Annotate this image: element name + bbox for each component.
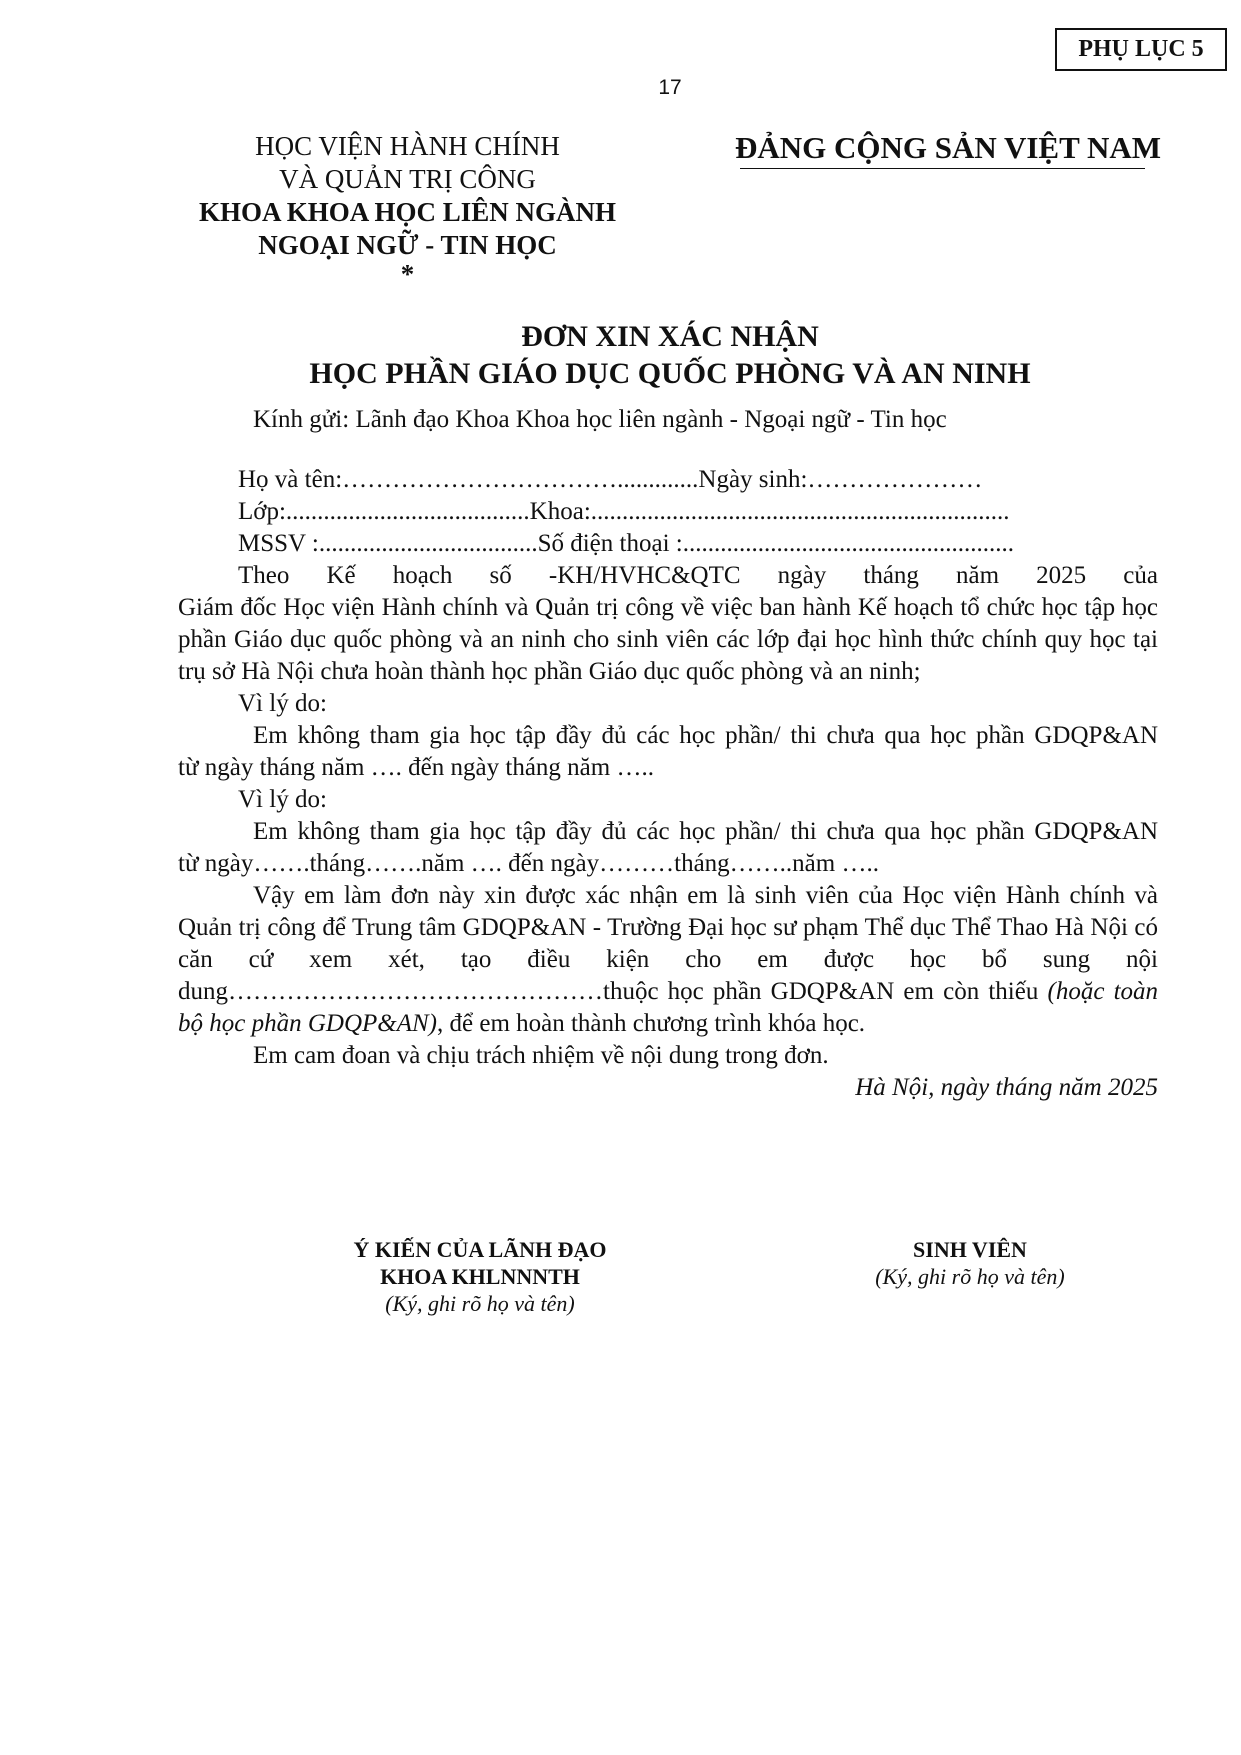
title-line-2: HỌC PHẦN GIÁO DỤC QUỐC PHÒNG VÀ AN NINH <box>309 357 1031 390</box>
request-paragraph <box>178 880 1158 1040</box>
org-star: * <box>400 259 415 289</box>
title-line-1: ĐƠN XIN XÁC NHẬN <box>521 320 819 353</box>
org-line-4: NGOẠI NGỮ - TIN HỌC <box>258 230 557 260</box>
request-main: Vậy em làm đơn này xin được xác nhận em là sinh viên của Học viện Hành chính và Quản trị công để Trung tâm GDQP&AN - Trường Đại học sư phạm Thể dục Thể Thao Hà Nội có căn cứ xem xét, tạo điều kiện cho em được học bổ sung nội dung………………………………………thuộc học phần GDQP&AN em còn thiếu <box>178 882 1158 1005</box>
addressee: Kính gửi: Lãnh đạo Khoa Khoa học liên ngành - Ngoại ngữ - Tin học <box>253 406 947 433</box>
appendix-label: PHỤ LỤC 5 <box>1055 28 1227 71</box>
sign-right-line-1: SINH VIÊN <box>913 1237 1027 1262</box>
reason-label-1: Vì lý do: <box>238 690 327 717</box>
field-student-id: MSSV :...................................Số điện thoại :..................................................... <box>238 530 1014 557</box>
issuing-organization <box>150 130 665 289</box>
field-class: Lớp:.......................................Khoa:................................................................... <box>238 498 1010 525</box>
commitment: Em cam đoan và chịu trách nhiệm về nội dung trong đơn. <box>253 1042 829 1069</box>
request-italic: (hoặc toàn bộ học phần GDQP&AN) <box>178 978 1159 1037</box>
sign-right-note: (Ký, ghi rõ họ và tên) <box>875 1264 1065 1289</box>
sign-left-line-2: KHOA KHLNNNTH <box>380 1264 580 1289</box>
sign-left-line-1: Ý KIẾN CỦA LÃNH ĐẠO <box>353 1237 607 1262</box>
reason-label-2: Vì lý do: <box>238 786 327 813</box>
form-fields <box>178 464 1158 1104</box>
reason-text-1: Em không tham gia học tập đầy đủ các học phần/ thi chưa qua học phần GDQP&AN <box>253 722 1158 749</box>
plan-line-1: Theo Kế hoạch số -KH/HVHC&QTC ngày tháng năm 2025 của <box>238 562 1158 589</box>
reason-dates-2: từ ngày…….tháng…….năm …. đến ngày………tháng……..năm ….. <box>178 850 879 877</box>
sign-left-note: (Ký, ghi rõ họ và tên) <box>385 1291 575 1316</box>
signature-student <box>820 1236 1120 1290</box>
reason-dates-1: từ ngày tháng năm …. đến ngày tháng năm ….. <box>178 754 654 781</box>
place-date: Hà Nội, ngày tháng năm 2025 <box>855 1074 1158 1101</box>
field-name: Họ và tên:…………………………….............Ngày sinh:………………… <box>238 466 983 493</box>
org-line-3: KHOA KHOA HỌC LIÊN NGÀNH <box>198 197 617 227</box>
document-title <box>100 318 1240 392</box>
reason-text-2: Em không tham gia học tập đầy đủ các học phần/ thi chưa qua học phần GDQP&AN <box>253 818 1158 845</box>
request-end: , để em hoàn thành chương trình khóa học. <box>437 1010 866 1037</box>
party-header: ĐẢNG CỘNG SẢN VIỆT NAM <box>735 130 1162 165</box>
signature-faculty <box>300 1236 660 1317</box>
party-underline <box>740 168 1145 169</box>
plan-paragraph: Giám đốc Học viện Hành chính và Quản trị công về việc ban hành Kế hoạch tổ chức học tập học phần Giáo dục quốc phòng và an ninh cho sinh viên các lớp đại học hình thức chính quy học tại trụ sở Hà Nội chưa hoàn thành học phần Giáo dục quốc phòng và an ninh; <box>178 594 1158 685</box>
org-line-2: VÀ QUẢN TRỊ CÔNG <box>279 164 536 194</box>
org-line-1: HỌC VIỆN HÀNH CHÍNH <box>255 131 560 161</box>
page-number: 17 <box>658 76 682 99</box>
